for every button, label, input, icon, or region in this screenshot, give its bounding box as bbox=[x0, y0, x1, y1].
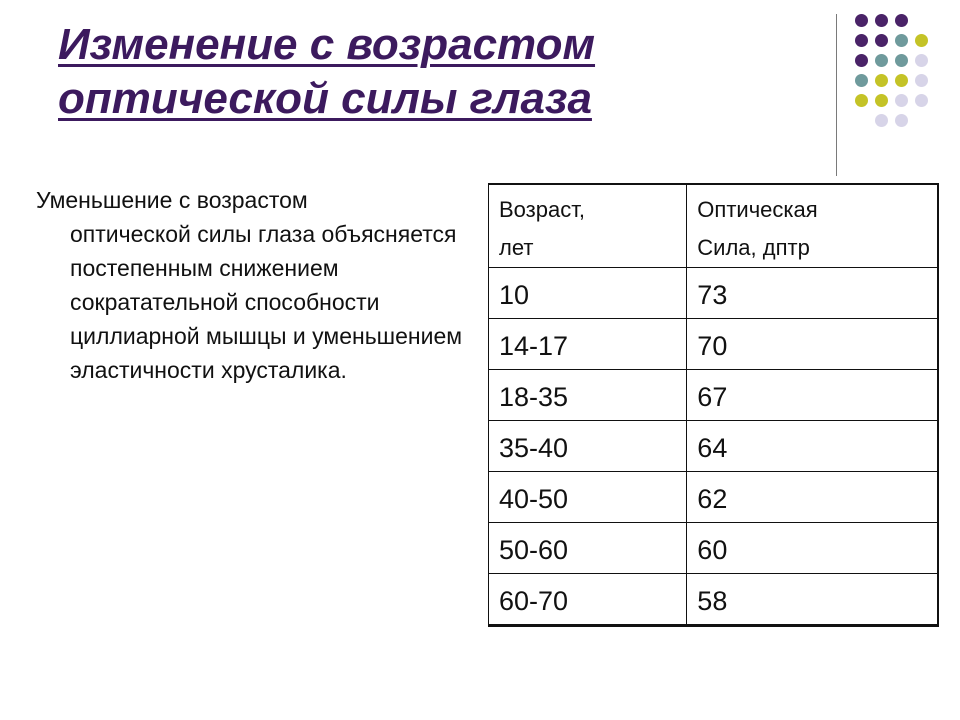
decorative-dot bbox=[855, 94, 868, 107]
decorative-dot bbox=[895, 94, 908, 107]
decorative-dot bbox=[895, 74, 908, 87]
optical-power-cell: 67 bbox=[687, 370, 938, 421]
age-cell: 10 bbox=[489, 268, 687, 319]
decorative-dot bbox=[915, 34, 928, 47]
header-age bbox=[489, 184, 687, 268]
header-age-line-1: Возраст, bbox=[499, 197, 585, 222]
decorative-dot bbox=[915, 74, 928, 87]
table-row bbox=[489, 370, 939, 421]
slide-title-line-2: оптической силы глаза bbox=[58, 74, 592, 123]
table-row bbox=[489, 268, 939, 319]
table-row bbox=[489, 574, 939, 626]
age-cell: 14-17 bbox=[489, 319, 687, 370]
header-power-line-2: Сила, дптр bbox=[697, 235, 810, 260]
optical-power-cell: 60 bbox=[687, 523, 938, 574]
age-optical-power-table bbox=[488, 183, 939, 627]
table-row bbox=[489, 472, 939, 523]
decorative-dot bbox=[875, 54, 888, 67]
table-header-row bbox=[489, 184, 939, 268]
decorative-divider bbox=[836, 14, 837, 176]
table-row bbox=[489, 421, 939, 472]
decorative-dot bbox=[895, 34, 908, 47]
decorative-dot bbox=[895, 54, 908, 67]
age-cell: 35-40 bbox=[489, 421, 687, 472]
decorative-dot bbox=[875, 14, 888, 27]
decorative-dot bbox=[855, 74, 868, 87]
optical-power-cell: 64 bbox=[687, 421, 938, 472]
decorative-dot bbox=[875, 34, 888, 47]
decorative-dot bbox=[875, 114, 888, 127]
decorative-dot bbox=[855, 14, 868, 27]
optical-power-cell: 58 bbox=[687, 574, 938, 626]
decorative-dot bbox=[915, 94, 928, 107]
table-row bbox=[489, 523, 939, 574]
header-optical-power bbox=[687, 184, 938, 268]
decorative-dot bbox=[875, 94, 888, 107]
age-cell: 18-35 bbox=[489, 370, 687, 421]
decorative-dot bbox=[895, 14, 908, 27]
decorative-dot bbox=[855, 34, 868, 47]
age-cell: 50-60 bbox=[489, 523, 687, 574]
decorative-dot bbox=[915, 54, 928, 67]
age-cell: 40-50 bbox=[489, 472, 687, 523]
table-row bbox=[489, 319, 939, 370]
header-age-line-2: лет bbox=[499, 235, 534, 260]
slide-title bbox=[58, 18, 778, 126]
header-power-line-1: Оптическая bbox=[697, 197, 818, 222]
decorative-dot bbox=[855, 54, 868, 67]
decorative-dot bbox=[875, 74, 888, 87]
slide-title-line-1: Изменение с возрастом bbox=[58, 20, 596, 69]
explanation-paragraph bbox=[36, 183, 466, 387]
optical-power-cell: 70 bbox=[687, 319, 938, 370]
optical-power-cell: 62 bbox=[687, 472, 938, 523]
paragraph-continuation: оптической силы глаза объясняется постепенным снижением сократательной способности циллиарной мышцы и уменьшением эластичности хрусталика. bbox=[70, 221, 463, 383]
optical-power-cell: 73 bbox=[687, 268, 938, 319]
decorative-dot bbox=[895, 114, 908, 127]
age-cell: 60-70 bbox=[489, 574, 687, 626]
paragraph-first-line: Уменьшение с возрастом bbox=[36, 187, 308, 213]
